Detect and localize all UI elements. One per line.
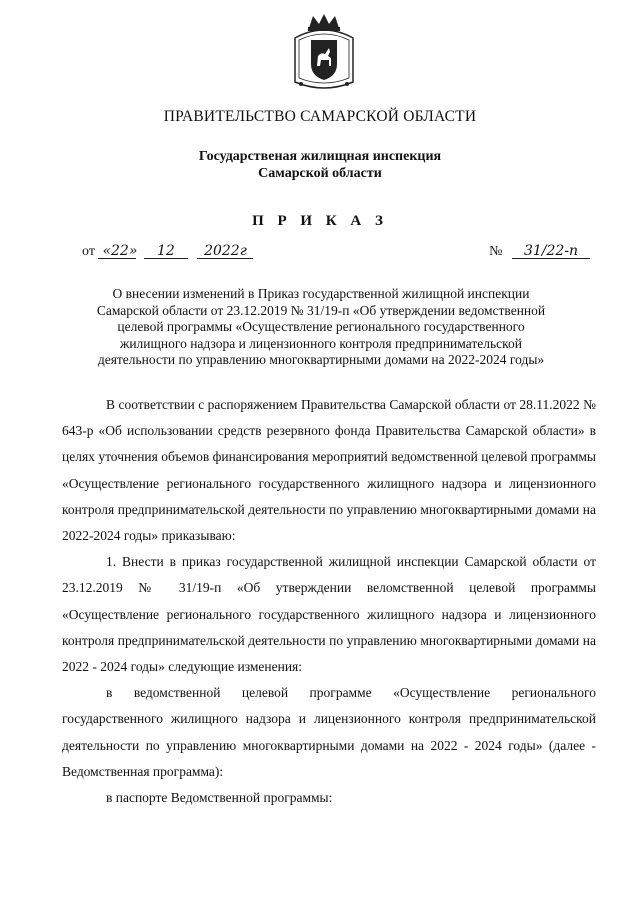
organization-line-2: Самарской области — [258, 166, 382, 181]
number-handwritten: 31/22-п — [512, 244, 590, 259]
body-paragraph-passport: в паспорте Ведомственной программы: — [106, 790, 333, 806]
order-body — [62, 392, 596, 811]
order-number — [489, 244, 590, 260]
subject-line: жилищного надзора и лицензионного контроля предпринимательской — [120, 335, 522, 351]
body-paragraph-preamble: В соответствии с распоряжением Правительства Самарской области от 28.11.2022 № 643-р «Об использовании средств резервного фонда Правительства Самарской области» в целях уточнения объемов финансирования мероприятий ведомственной целевой программы «Осуществление регионального государственного жилищного надзора и лицензионного контроля предпринимательской деятельности по управлению многоквартирными домами на 2022-2024 годы» приказываю: — [62, 397, 596, 544]
subject-line: Самарской области от 23.12.2019 № 31/19-п «Об утверждении ведомственной — [96, 302, 546, 318]
subject-line: О внесении изменений в Приказ государственной жилищной инспекции — [112, 286, 530, 301]
government-title: ПРАВИТЕЛЬСТВО САМАРСКОЙ ОБЛАСТИ — [163, 108, 477, 125]
subject-line: целевой программы «Осуществление регионального государственного — [117, 319, 525, 335]
date-year-handwritten: 2022г — [197, 244, 253, 259]
date-month-handwritten: 12 — [144, 244, 188, 259]
order-subject — [56, 286, 586, 369]
document-type-heading: П Р И К А З — [252, 213, 388, 229]
subject-line: деятельности по управлению многоквартирными домами на 2022-2024 годы» — [97, 352, 545, 368]
organization-line-1: Государственая жилищная инспекция — [198, 149, 442, 164]
order-date — [82, 244, 253, 260]
body-paragraph-program: в ведомственной целевой программе «Осуществление регионального государственного жилищного надзора и лицензионного контроля предпринимательской деятельности по управлению многоквартирными домами на 2022 - 2024 годы» (далее - Ведомственная программа): — [62, 685, 596, 779]
body-paragraph-item-1: 1. Внести в приказ государственной жилищной инспекции Самарской области от 23.12.2019 № 31/19-п «Об утверждении веломственной целевой программы «Осуществление регионального государственного жилищного надзора и лицензионного контроля предпринимательской деятельности по управлению многоквартирными домами на 2022 - 2024 годы» следующие изменения: — [62, 554, 596, 675]
number-prefix: № — [489, 244, 503, 259]
organization-title — [0, 148, 640, 182]
date-prefix: от — [82, 244, 95, 259]
date-day-handwritten: «22» — [98, 244, 136, 259]
samara-oblast-coat-of-arms-icon — [291, 12, 357, 94]
